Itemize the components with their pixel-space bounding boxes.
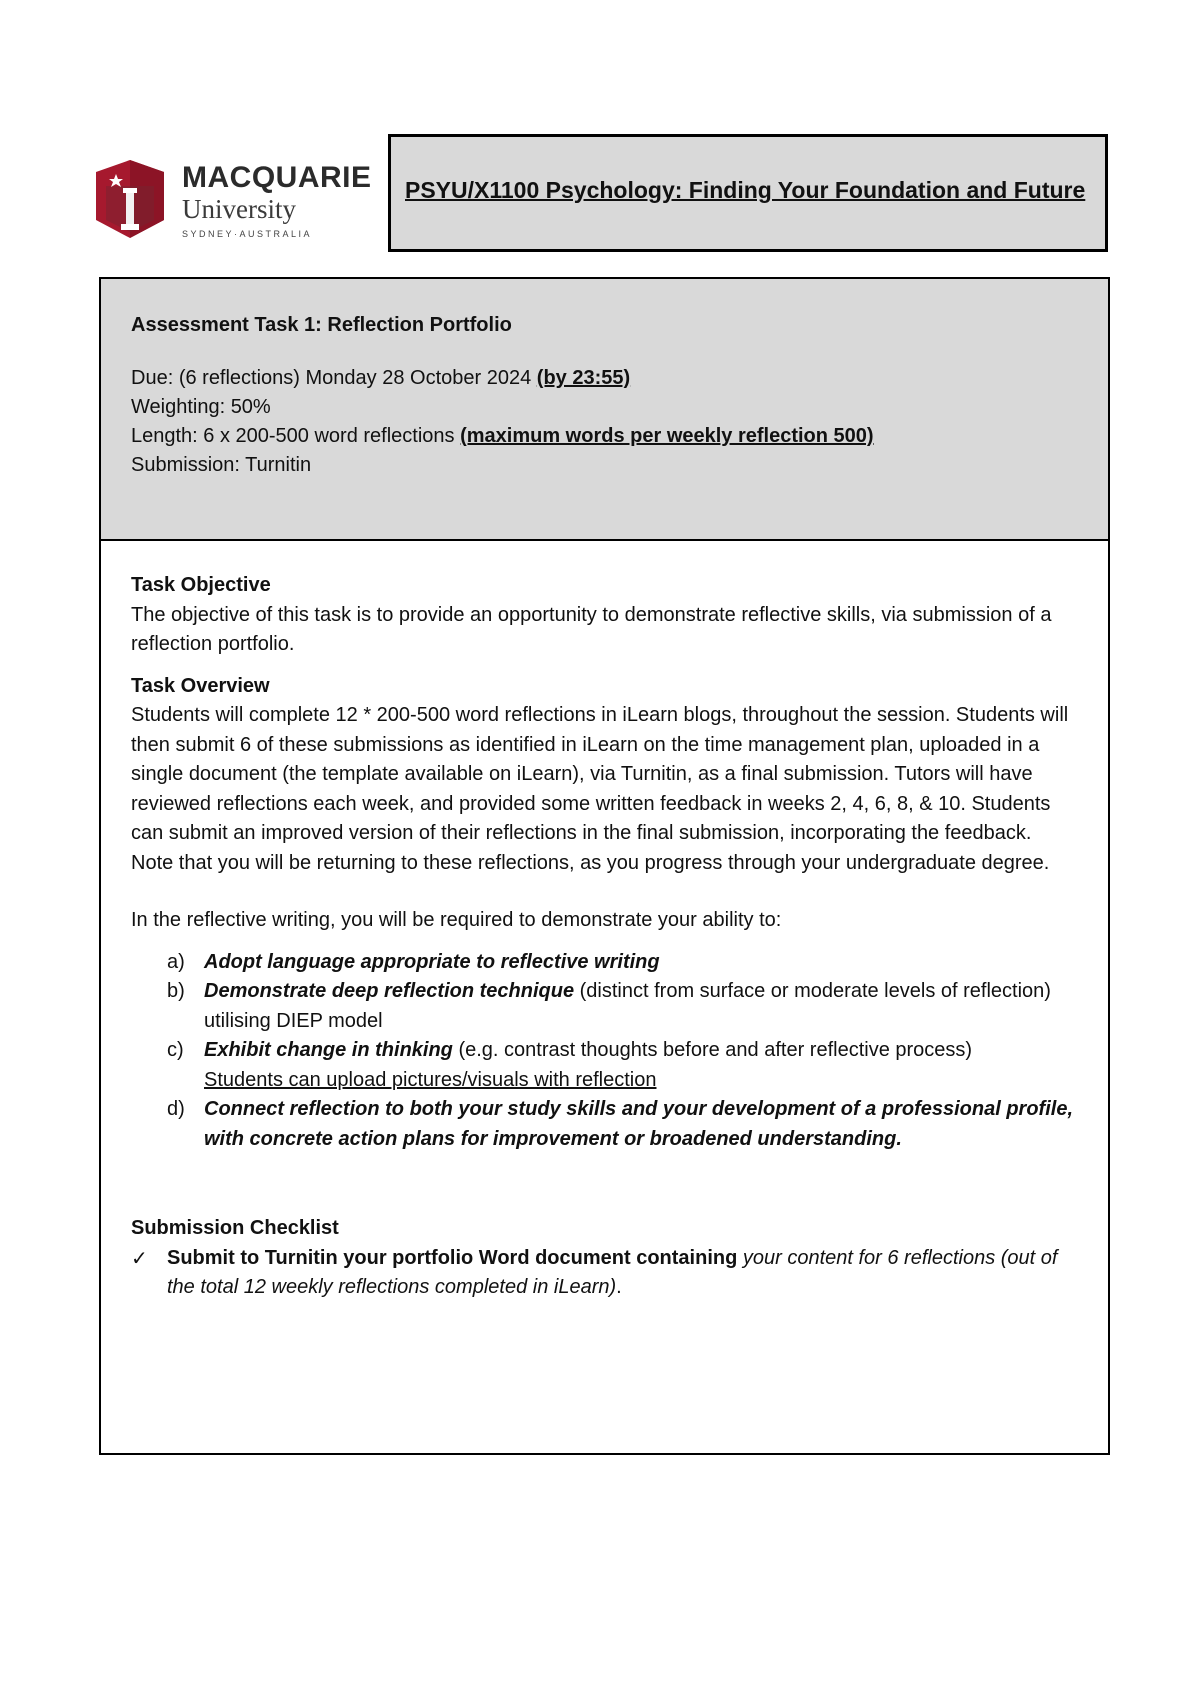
due-value: (6 reflections) Monday 28 October 2024 xyxy=(178,367,537,389)
due-label: Due: xyxy=(131,367,179,389)
shield-icon xyxy=(96,160,164,238)
university-logo xyxy=(96,160,372,240)
ability-note: Students can upload pictures/visuals with reflection xyxy=(204,1068,657,1091)
ability-emphasis: Demonstrate deep reflection technique xyxy=(204,980,575,1002)
ability-emphasis: Connect reflection to both your study skills and your development of a professional profile, with concrete action plans for improvement or broadened understanding. xyxy=(204,1098,1074,1150)
logo-location: SYDNEY·AUSTRALIA xyxy=(182,229,313,239)
length-line xyxy=(131,422,1078,451)
abilities-list xyxy=(131,948,1078,1155)
ability-emphasis: Exhibit change in thinking xyxy=(204,1039,453,1061)
assessment-header xyxy=(101,279,1108,541)
course-title: PSYU/X1100 Psychology: Finding Your Foundation and Future xyxy=(405,177,1086,203)
checklist-bold-text: Submit to Turnitin your portfolio Word document containing xyxy=(167,1246,743,1269)
assessment-box xyxy=(99,277,1110,1455)
logo-wordmark xyxy=(182,162,372,239)
list-item xyxy=(131,977,1078,1036)
overview-text: Students will complete 12 * 200-500 word reflections in iLearn blogs, throughout the session. Students will then submit 6 of these submissions as identified in iLearn on the time management plan, uploaded in a single document (the template available on iLearn), via Turnitin, as a final submission. Tutors will have reviewed reflections each week, and provided some written feedback in weeks 2, 4, 6, 8, & 10. Students can submit an improved version of their reflections in the final submission, incorporating the feedback. Note that you will be returning to these reflections, as you progress through your undergraduate degree. xyxy=(131,704,1069,874)
checklist-item xyxy=(131,1244,1078,1303)
abilities-intro: In the reflective writing, you will be required to demonstrate your ability to: xyxy=(131,909,782,931)
due-time: (by 23:55) xyxy=(536,367,631,389)
ability-detail: (distinct from surface or moderate levels of reflection) utilising DIEP model xyxy=(204,980,1051,1032)
course-title-box xyxy=(388,134,1108,252)
list-marker: d) xyxy=(167,1098,185,1120)
logo-subname: University xyxy=(182,194,296,224)
weighting-line: Weighting: 50% xyxy=(131,396,271,418)
checklist-heading: Submission Checklist xyxy=(131,1217,339,1239)
ability-detail: (e.g. contrast thoughts before and after reflective process) xyxy=(452,1039,973,1061)
ability-emphasis: Adopt language appropriate to reflective writing xyxy=(204,950,660,973)
list-item xyxy=(131,948,1078,978)
checklist-italic-text: your content for 6 reflections (out of the total 12 weekly reflections completed in iLearn) xyxy=(167,1246,1058,1298)
objective-text: The objective of this task is to provide an opportunity to demonstrate reflective skills, via submission of a reflection portfolio. xyxy=(131,603,1052,655)
submission-line: Submission: Turnitin xyxy=(131,454,312,476)
overview-heading: Task Overview xyxy=(131,674,270,697)
assessment-body xyxy=(101,541,1108,1303)
objective-heading: Task Objective xyxy=(131,574,271,596)
length-text: Length: 6 x 200-500 word reflections xyxy=(131,425,461,447)
list-marker: a) xyxy=(167,950,185,973)
list-marker: c) xyxy=(167,1039,184,1061)
checklist-end: . xyxy=(616,1276,622,1298)
assessment-heading: Assessment Task 1: Reflection Portfolio xyxy=(131,314,512,336)
logo-name: MACQUARIE xyxy=(182,161,372,194)
list-marker: b) xyxy=(167,980,185,1002)
list-item xyxy=(131,1036,1078,1095)
length-max: (maximum words per weekly reflection 500) xyxy=(460,425,874,447)
list-item xyxy=(131,1095,1078,1154)
due-line xyxy=(131,364,1078,393)
checkmark-icon: ✓ xyxy=(131,1245,148,1270)
